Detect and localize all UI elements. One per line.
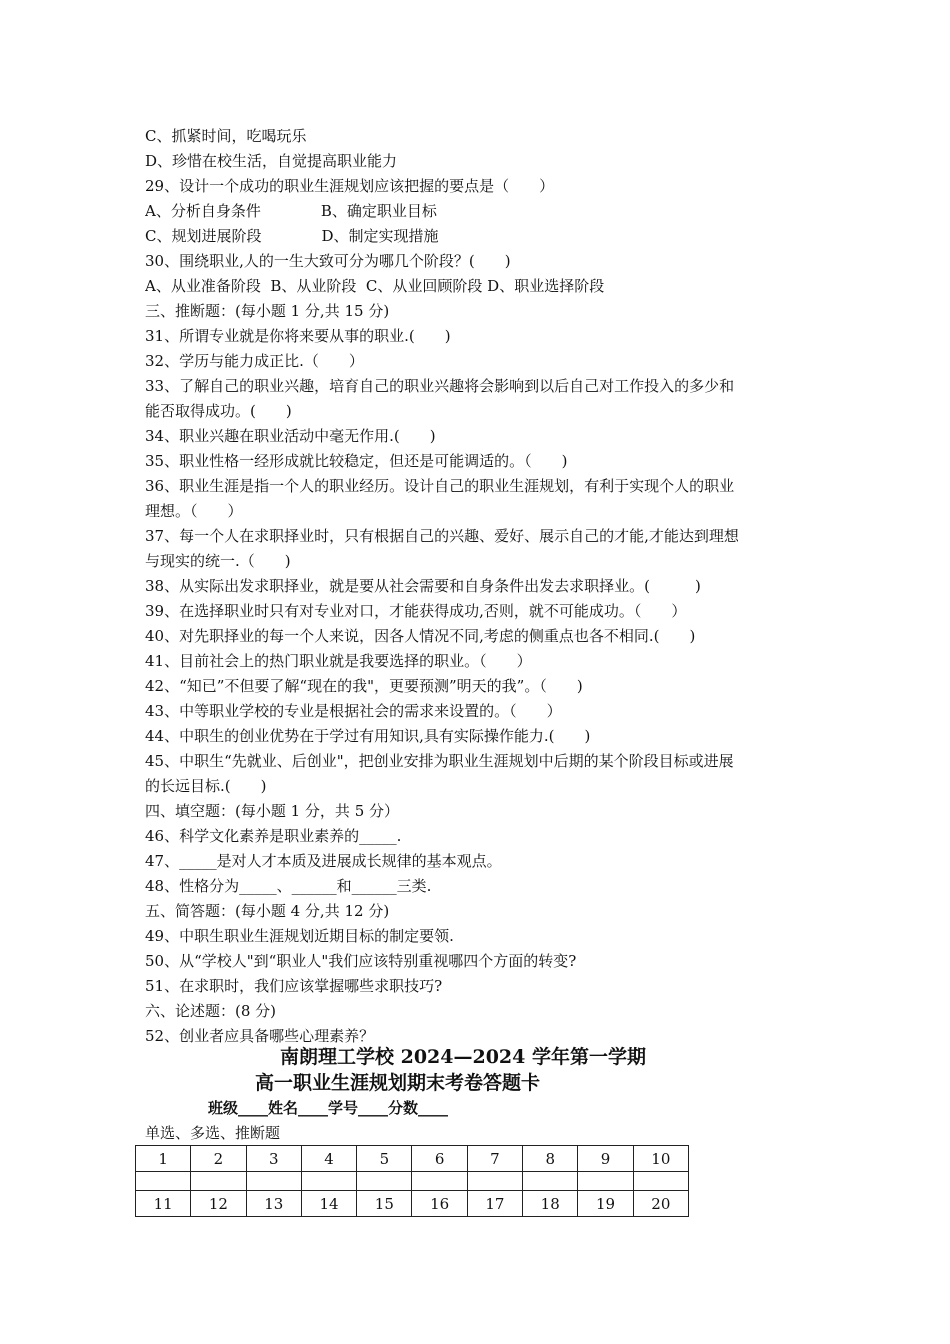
question-30: 30、围绕职业,人的一生大致可分为哪几个阶段？( ) [145, 252, 511, 270]
answer-card-subtitle: 高一职业生涯规划期末考卷答题卡 [255, 1072, 541, 1094]
answer-card-title: 南朗理工学校 2024—2024 学年第一学期 [280, 1046, 646, 1068]
section-heading-fill: 四、填空题：(每小题 1 分，共 5 分） [145, 802, 400, 820]
answer-number-cell: 8 [523, 1146, 578, 1172]
question-47: 47、_____是对人才本质及进展成长规律的基本观点。 [145, 852, 502, 870]
question-37-cont: 与现实的统一.（ ) [145, 552, 291, 570]
question-32: 32、学历与能力成正比.（ ） [145, 352, 364, 370]
answer-cell[interactable] [633, 1172, 688, 1191]
question-35: 35、职业性格一经形成就比较稳定，但还是可能调适的。（ ) [145, 452, 568, 470]
option-line: C、抓紧时间，吃喝玩乐 [145, 127, 307, 145]
question-46: 46、科学文化素养是职业素养的_____. [145, 827, 402, 845]
answer-number-cell: 4 [301, 1146, 356, 1172]
answer-number-cell: 3 [246, 1146, 301, 1172]
answer-number-cell: 9 [578, 1146, 633, 1172]
answer-cell[interactable] [578, 1172, 633, 1191]
answer-number-cell: 1 [136, 1146, 191, 1172]
answer-cell[interactable] [301, 1172, 356, 1191]
question-49: 49、中职生职业生涯规划近期目标的制定要领. [145, 927, 454, 945]
answer-number-cell: 16 [412, 1191, 467, 1217]
question-29: 29、设计一个成功的职业生涯规划应该把握的要点是（ ） [145, 177, 555, 195]
answer-number-cell: 5 [357, 1146, 412, 1172]
answer-cell[interactable] [412, 1172, 467, 1191]
option-line: D、珍惜在校生活，自觉提高职业能力 [145, 152, 398, 170]
answer-number-cell: 10 [633, 1146, 688, 1172]
answer-number-cell: 17 [467, 1191, 522, 1217]
answer-number-cell: 13 [246, 1191, 301, 1217]
section-heading-short-answer: 五、简答题：(每小题 4 分,共 12 分) [145, 902, 390, 920]
section-heading-essay: 六、论述题：(8 分) [145, 1002, 277, 1020]
answer-number-cell: 20 [633, 1191, 688, 1217]
answer-cell[interactable] [136, 1172, 191, 1191]
option-line: A、从业准备阶段 B、从业阶段 C、从业回顾阶段 D、职业选择阶段 [145, 277, 605, 295]
question-43: 43、中等职业学校的专业是根据社会的需求来设置的。（ ） [145, 702, 562, 720]
answer-number-cell: 15 [357, 1191, 412, 1217]
answer-number-cell: 11 [136, 1191, 191, 1217]
question-33-cont: 能否取得成功。( ) [145, 402, 292, 420]
answer-cell[interactable] [191, 1172, 246, 1191]
question-36-cont: 理想。（ ） [145, 502, 243, 520]
question-41: 41、目前社会上的热门职业就是我要选择的职业。（ ） [145, 652, 532, 670]
question-38: 38、从实际出发求职择业，就是要从社会需要和自身条件出发去求职择业。( ) [145, 577, 701, 595]
answer-number-row [136, 1146, 689, 1172]
section-heading-judgement: 三、推断题：(每小题 1 分,共 15 分) [145, 302, 390, 320]
question-37: 37、每一个人在求职择业时，只有根据自己的兴趣、爱好、展示自己的才能,才能达到理想 [145, 527, 739, 545]
answer-cell[interactable] [246, 1172, 301, 1191]
question-45-cont: 的长远目标.( ) [145, 777, 267, 795]
question-33: 33、了解自己的职业兴趣，培育自己的职业兴趣将会影响到以后自己对工作投入的多少和 [145, 377, 735, 395]
answer-table-label: 单选、多选、推断题 [145, 1124, 281, 1142]
answer-grid [135, 1145, 689, 1217]
answer-number-cell: 12 [191, 1191, 246, 1217]
question-34: 34、职业兴趣在职业活动中毫无作用.( ) [145, 427, 436, 445]
answer-number-cell: 19 [578, 1191, 633, 1217]
answer-number-cell: 18 [523, 1191, 578, 1217]
answer-blank-row [136, 1172, 689, 1191]
answer-number-cell: 14 [301, 1191, 356, 1217]
answer-number-row [136, 1191, 689, 1217]
answer-number-cell: 7 [467, 1146, 522, 1172]
option-line: A、分析自身条件 B、确定职业目标 [145, 202, 437, 220]
question-52: 52、创业者应具备哪些心理素养？ [145, 1027, 375, 1045]
answer-cell[interactable] [357, 1172, 412, 1191]
question-48: 48、性格分为_____、______和______三类. [145, 877, 432, 895]
option-line: C、规划进展阶段 D、制定实现措施 [145, 227, 439, 245]
question-51: 51、在求职时，我们应该掌握哪些求职技巧? [145, 977, 443, 995]
answer-number-cell: 6 [412, 1146, 467, 1172]
question-50: 50、从“学校人"到“职业人"我们应该特别重视哪四个方面的转变? [145, 952, 577, 970]
question-39: 39、在选择职业时只有对专业对口，才能获得成功,否则，就不可能成功。（ ） [145, 602, 687, 620]
question-44: 44、中职生的创业优势在于学过有用知识,具有实际操作能力.( ) [145, 727, 591, 745]
answer-cell[interactable] [523, 1172, 578, 1191]
question-36: 36、职业生涯是指一个人的职业经历。设计自己的职业生涯规划，有利于实现个人的职业 [145, 477, 735, 495]
question-31: 31、所谓专业就是你将来要从事的职业.( ) [145, 327, 451, 345]
question-42: 42、“知已”不但要了解“现在的我"，更要预测”明天的我”。（ ) [145, 677, 583, 695]
answer-cell[interactable] [467, 1172, 522, 1191]
question-list [145, 124, 825, 1049]
student-info-line: 班级____姓名____学号____分数____ [208, 1099, 449, 1117]
question-45: 45、中职生“先就业、后创业"，把创业安排为职业生涯规划中后期的某个阶段目标或进展 [145, 752, 734, 770]
answer-number-cell: 2 [191, 1146, 246, 1172]
question-40: 40、对先职择业的每一个人来说，因各人情况不同,考虑的侧重点也各不相同.( ) [145, 627, 696, 645]
